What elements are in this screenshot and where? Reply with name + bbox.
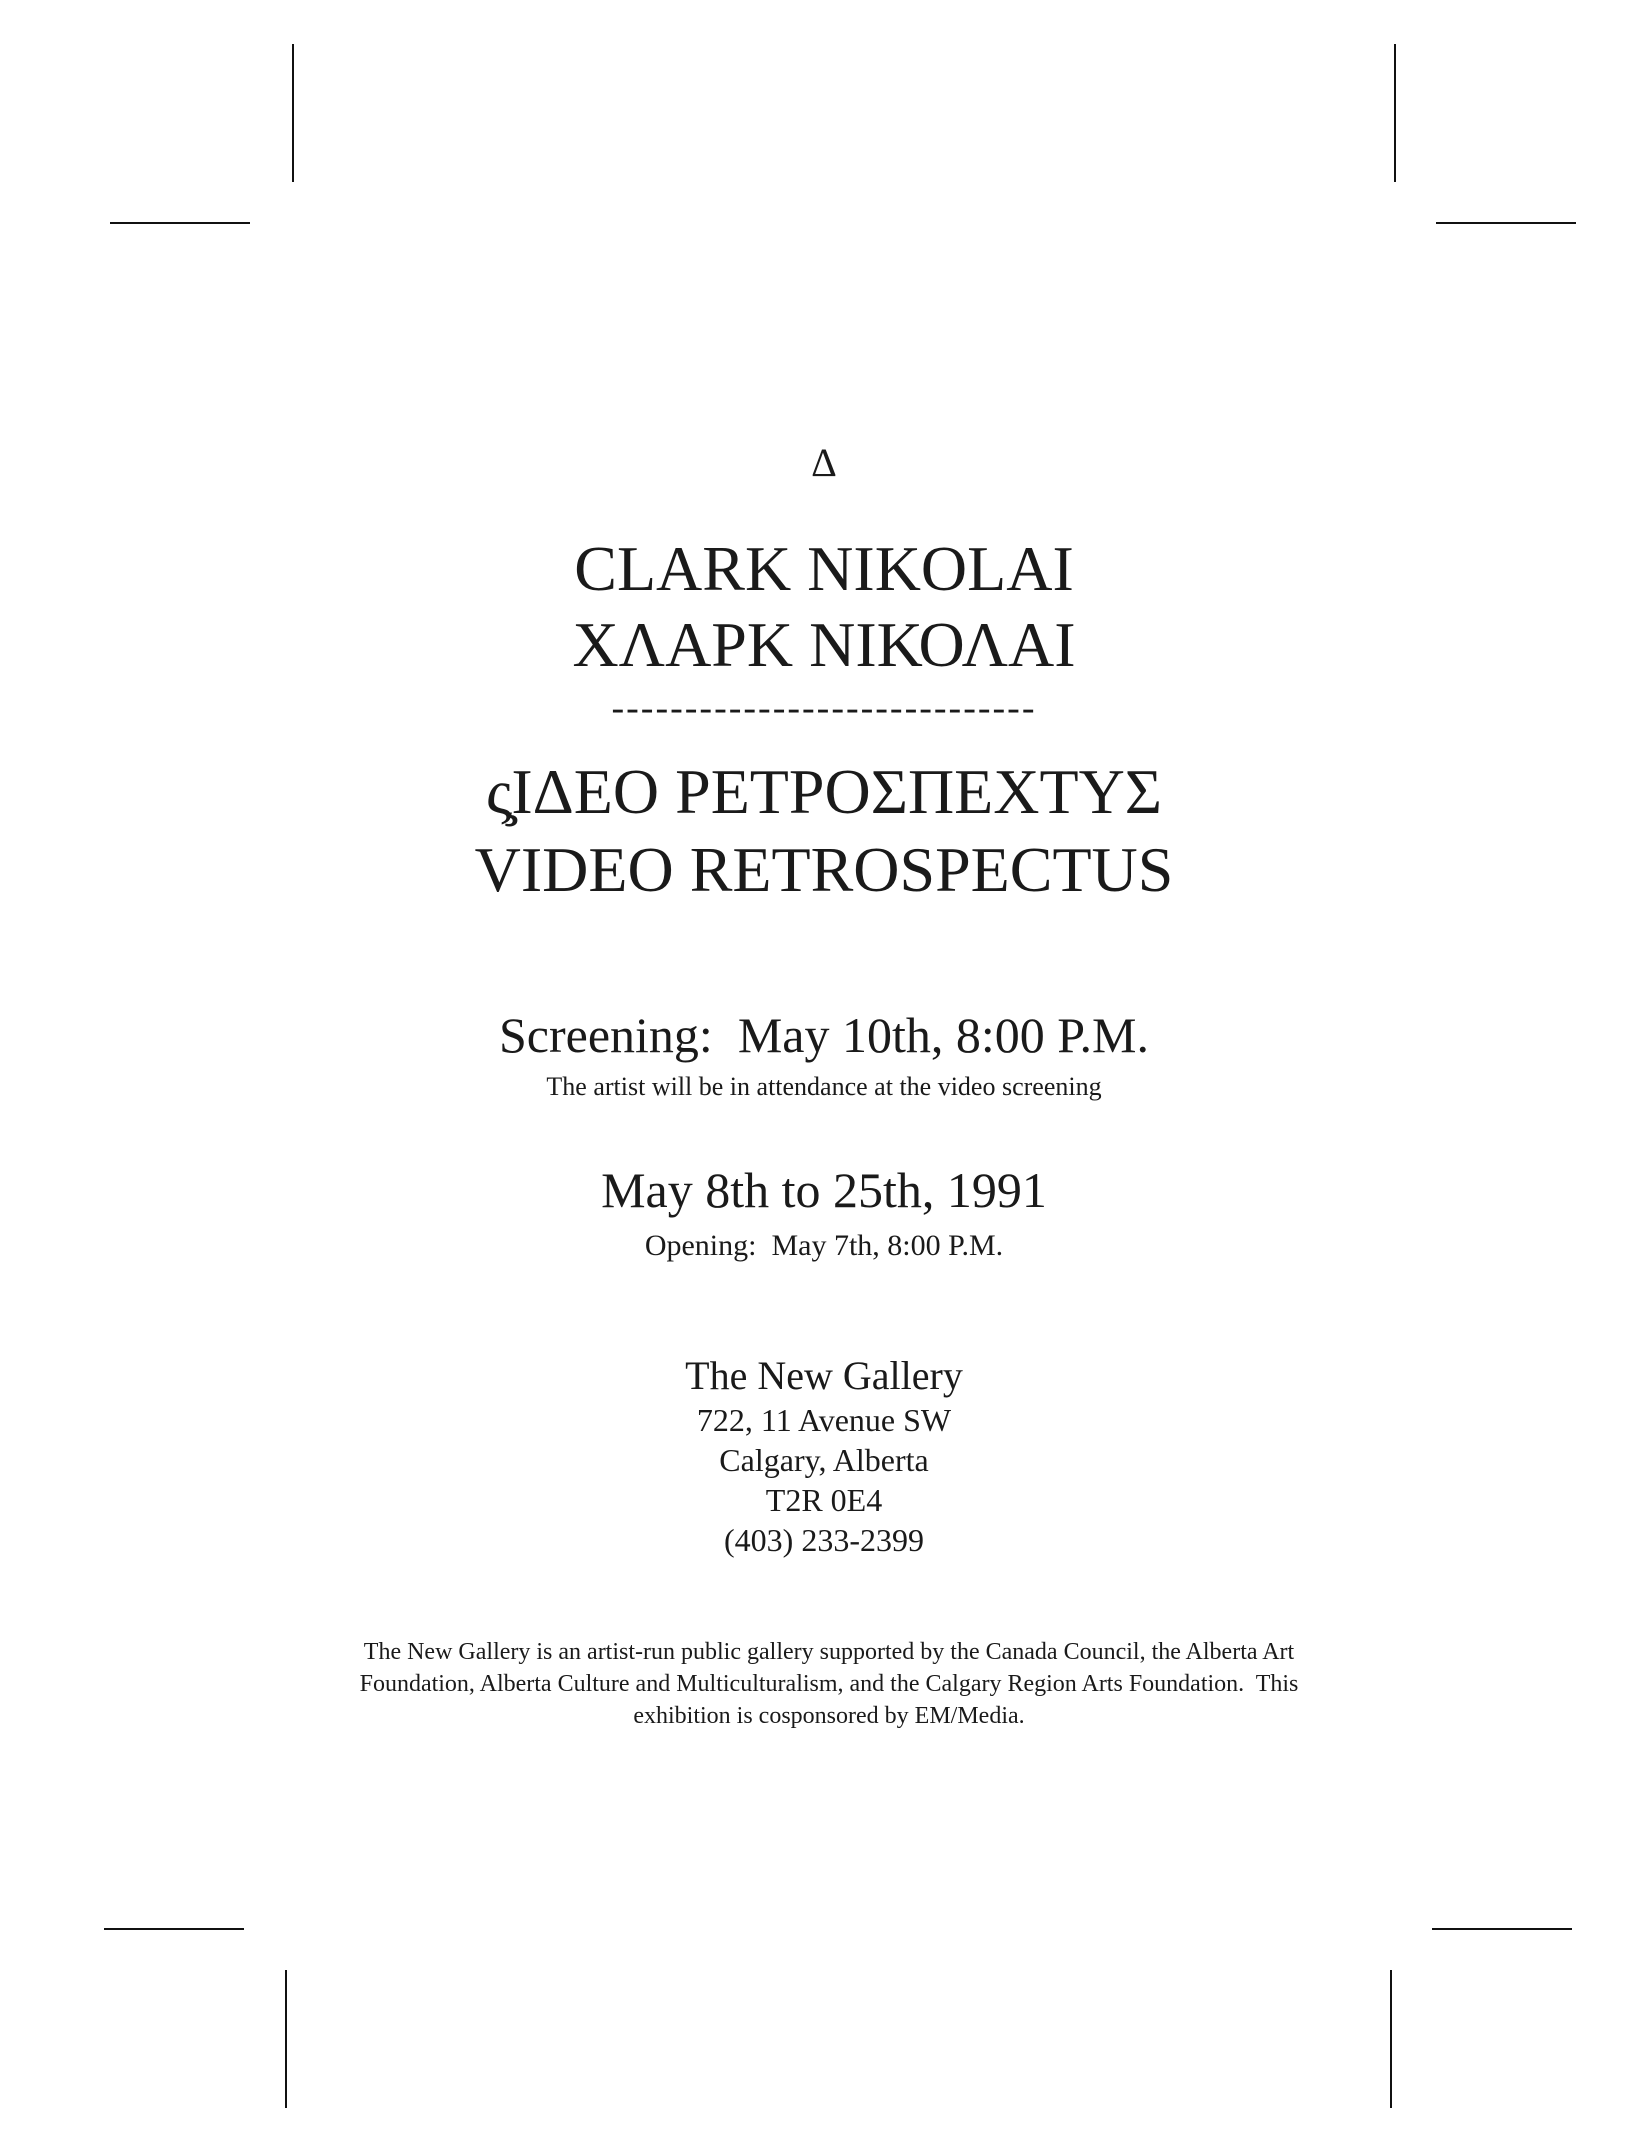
artist-name-greek: ΧΛΑΡΚ ΝΙΚΟΛΑΙ — [572, 609, 1076, 680]
crop-mark-top-right-horizontal — [1436, 222, 1576, 224]
funding-statement: The New Gallery is an artist-run public gallery supported by the Canada Council, the Alberta Art Foundation, Alberta Culture and Multiculturalism, and the Calgary Region Arts Foundation. This exhibition is cosponsored by EM/Media. — [359, 1639, 1305, 1729]
crop-mark-top-left-vertical — [292, 44, 294, 182]
crop-mark-bottom-right-horizontal — [1432, 1928, 1572, 1930]
opening-time: Opening: May 7th, 8:00 P.M. — [644, 1229, 1004, 1262]
gallery-name: The New Gallery — [685, 1353, 963, 1398]
title-greek: ς̧ΙΔΕΟ ΡΕΤΡΟΣΠΕΧΤΥΣ — [485, 756, 1163, 827]
exhibition-dates: May 8th to 25th, 1991 — [601, 1162, 1047, 1218]
title-latin: VIDEO RETROSPECTUS — [474, 834, 1174, 905]
screening-headline: Screening: May 10th, 8:00 P.M. — [499, 1007, 1149, 1063]
gallery-postal-code: T2R 0E4 — [765, 1482, 883, 1518]
artist-name-latin: CLARK NIKOLAI — [574, 533, 1074, 604]
crop-mark-top-right-vertical — [1394, 44, 1396, 182]
crop-mark-bottom-left-vertical — [285, 1970, 287, 2108]
crop-mark-bottom-left-horizontal — [104, 1928, 244, 1930]
gallery-address-line2: Calgary, Alberta — [719, 1442, 929, 1478]
dashed-divider: ----------------------------- — [611, 687, 1037, 729]
gallery-phone: (403) 233-2399 — [724, 1522, 924, 1558]
gallery-info — [0, 1352, 1648, 1560]
delta-symbol: Δ — [811, 440, 837, 485]
crop-mark-top-left-horizontal — [110, 222, 250, 224]
screening-note: The artist will be in attendance at the video screening — [546, 1072, 1102, 1101]
crop-mark-bottom-right-vertical — [1390, 1970, 1392, 2108]
gallery-address-line1: 722, 11 Avenue SW — [696, 1402, 952, 1438]
